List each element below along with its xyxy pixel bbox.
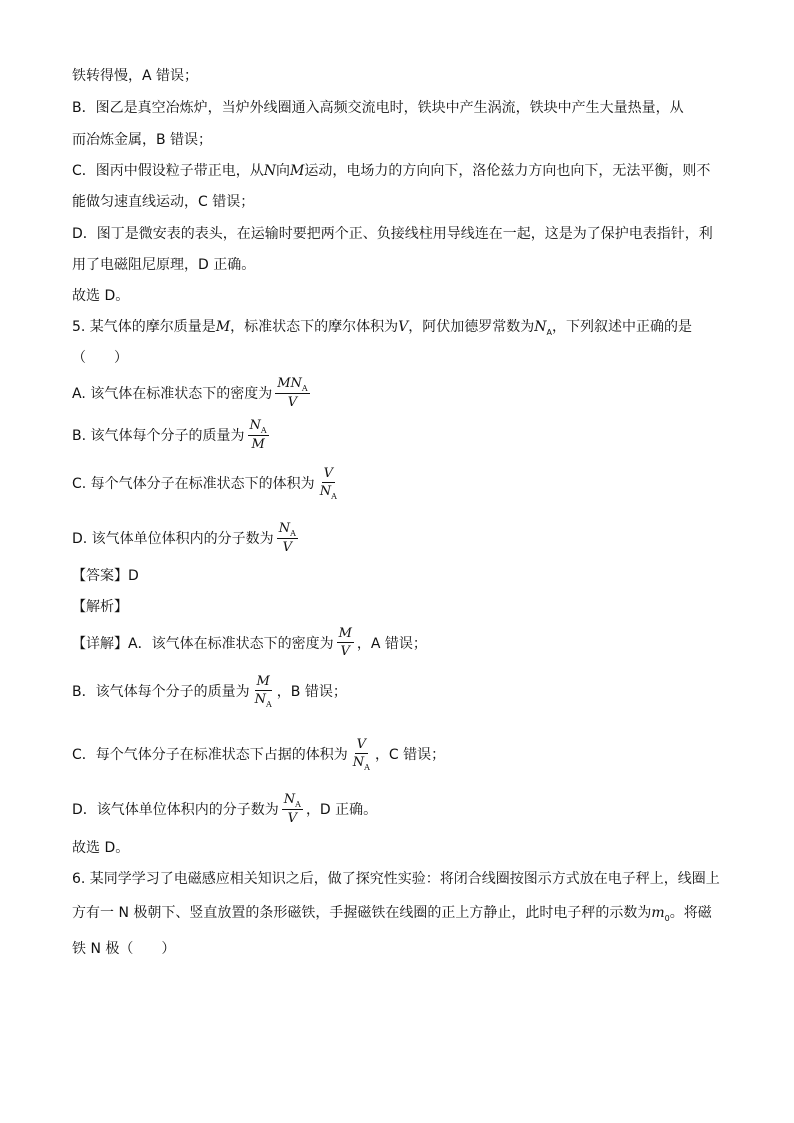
- text-line: 铁转得慢，A 错误；: [72, 68, 199, 84]
- text-line: B．图乙是真空冶炼炉，当炉外线圈通入高频交流电时，铁块中产生涡流，铁块中产生大量热量，从: [72, 100, 684, 116]
- text-line: 能做匀速直线运动，C 错误；: [72, 194, 255, 210]
- fraction: $\frac{V}{N_A}$: [352, 737, 370, 772]
- question-6-line-3: 铁 N 极（ ）: [72, 941, 176, 957]
- detail-c: C．每个气体分子在标准状态下占据的体积为 $\frac{V}{N_A}$ ，C 错误；: [72, 737, 446, 772]
- question-5-stem: 5. 某气体的摩尔质量是M，标准状态下的摩尔体积为V，阿伏加德罗常数为$N_A$，下列叙述中正确的是: [72, 319, 693, 337]
- fraction: $\frac{N_A}{M}$: [249, 418, 267, 452]
- fraction: $\frac{N_A}{V}$: [278, 521, 296, 555]
- fraction: $\frac{MN_A}{V}$: [277, 376, 308, 410]
- fraction: $\frac{M}{N_A}$: [254, 674, 272, 709]
- option-a: A. 该气体在标准状态下的密度为 $\frac{MN_A}{V}$: [72, 376, 308, 410]
- option-d: D. 该气体单位体积内的分子数为 $\frac{N_A}{V}$: [72, 521, 296, 555]
- text-line: C．图丙中假设粒子带正电，从N向M运动，电场力的方向向下，洛伦兹力方向也向下，无法平衡，则不: [72, 163, 711, 179]
- analysis-label: 【解析】: [72, 599, 128, 615]
- question-6-line-2: 方有一 N 极朝下、竖直放置的条形磁铁，手握磁铁在线圈的正上方静止，此时电子秤的示数为$m_0$。将磁: [72, 905, 712, 923]
- detail-a: 【详解】A．该气体在标准状态下的密度为 $\frac{M}{V}$ ，A 错误；: [72, 626, 427, 659]
- question-6-line-1: 6. 某同学学习了电磁感应相关知识之后，做了探究性实验：将闭合线圈按图示方式放在电子秤上，线圈上: [72, 871, 720, 887]
- question-5-paren: （ ）: [72, 350, 128, 366]
- text-line: D．图丁是微安表的表头，在运输时要把两个正、负接线柱用导线连在一起，这是为了保护电表指针，利: [72, 226, 713, 242]
- detail-b: B．该气体每个分子的质量为 $\frac{M}{N_A}$ ，B 错误；: [72, 674, 347, 709]
- option-b: B. 该气体每个分子的质量为 $\frac{N_A}{M}$: [72, 418, 267, 452]
- fraction: $\frac{N_A}{V}$: [283, 792, 301, 826]
- conclusion: 故选 D。: [72, 840, 130, 856]
- text-line: 而冶炼金属，B 错误；: [72, 132, 213, 148]
- text-line: 用了电磁阻尼原理，D 正确。: [72, 257, 256, 273]
- fraction: $\frac{V}{N_A}$: [319, 466, 337, 501]
- fraction: $\frac{M}{V}$: [338, 626, 352, 659]
- text-line: 故选 D。: [72, 288, 130, 304]
- detail-d: D．该气体单位体积内的分子数为 $\frac{N_A}{V}$ ，D 正确。: [72, 792, 378, 826]
- option-c: C. 每个气体分子在标准状态下的体积为 $\frac{V}{N_A}$: [72, 466, 337, 501]
- answer-label: 【答案】D: [72, 568, 139, 584]
